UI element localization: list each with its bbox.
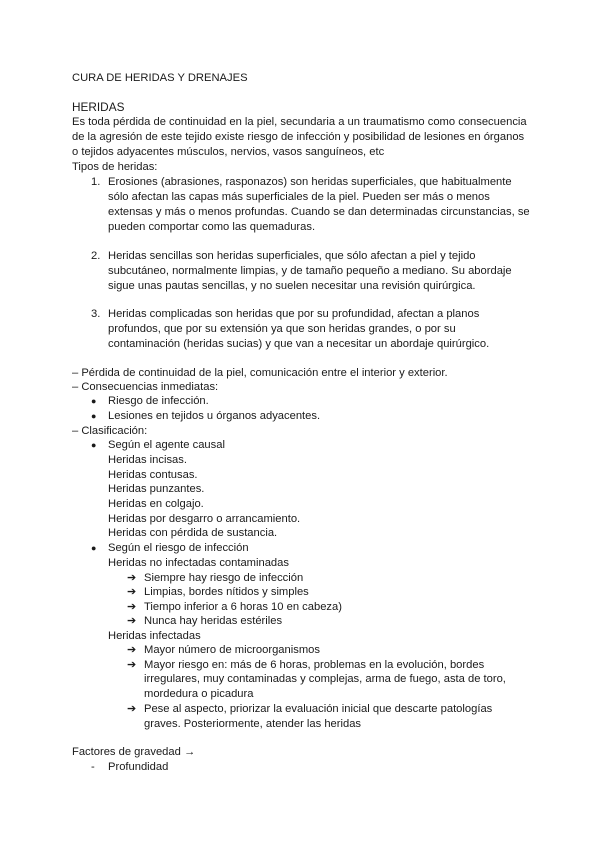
dash-line-perdida: – Pérdida de continuidad de la piel, comunicación entre el interior y exterior. xyxy=(72,367,448,379)
dash-marker: - xyxy=(91,761,95,773)
arrow-item: Siempre hay riesgo de infección xyxy=(144,572,304,584)
bullet-icon: ● xyxy=(91,411,97,421)
arrow-icon: ➔ xyxy=(127,659,137,671)
list-item-line: subcutáneo, normalmente limpias, y de tamaño pequeño a mediano. Su abordaje xyxy=(108,265,512,277)
list-number: 3. xyxy=(91,308,101,320)
agente-label: Según el agente causal xyxy=(108,439,225,451)
arrow-icon: ➔ xyxy=(127,586,137,598)
intro-line: de la agresión de este tejido existe riesgo de infección y posibilidad de lesiones en órganos xyxy=(72,131,525,143)
agente-item: Heridas contusas. xyxy=(108,469,198,481)
bullet-icon: ● xyxy=(91,440,97,450)
agente-item: Heridas en colgajo. xyxy=(108,498,204,510)
arrow-item-line: Mayor riesgo en: más de 6 horas, problemas en la evolución, bordes xyxy=(144,659,485,671)
list-number: 2. xyxy=(91,250,101,262)
arrow-item: Nunca hay heridas estériles xyxy=(144,615,283,627)
intro-line: Es toda pérdida de continuidad en la piel, secundaria a un traumatismo como consecuencia xyxy=(72,116,527,128)
list-item-line: contaminación (heridas sucias) y que van a necesitar un abordaje quirúrgico. xyxy=(108,338,490,350)
factores-item: Profundidad xyxy=(108,761,169,773)
list-item-line: Erosiones (abrasiones, rasponazos) son heridas superficiales, que habitualmente xyxy=(108,176,512,188)
bullet-item: Lesiones en tejidos u órganos adyacentes. xyxy=(108,410,321,422)
list-item-line: pueden comportar como las quemaduras. xyxy=(108,221,316,233)
agente-item: Heridas punzantes. xyxy=(108,483,205,495)
bullet-item: Riesgo de infección. xyxy=(108,395,209,407)
bullet-icon: ● xyxy=(91,543,97,553)
agente-item: Heridas por desgarro o arrancamiento. xyxy=(108,513,301,525)
riesgo-label: Según el riesgo de infección xyxy=(108,542,249,554)
arrow-icon: ➔ xyxy=(127,615,137,627)
arrow-item: Tiempo inferior a 6 horas 10 en cabeza) xyxy=(144,601,342,613)
arrow-icon: ➔ xyxy=(127,572,137,584)
list-item-line: Heridas complicadas son heridas que por su profundidad, afectan a planos xyxy=(108,308,480,320)
agente-item: Heridas con pérdida de sustancia. xyxy=(108,527,278,539)
list-item-line: profundos, que por su extensión ya que son heridas grandes, o por su xyxy=(108,323,456,335)
list-item-line: sólo afectan las capas más superficiales de la piel. Pueden ser más o menos xyxy=(108,191,490,203)
list-item-line: Heridas sencillas son heridas superficiales, que sólo afectan a piel y tejido xyxy=(108,250,476,262)
list-number: 1. xyxy=(91,176,101,188)
dash-line-consecuencias: – Consecuencias inmediatas: xyxy=(72,381,219,393)
arrow-icon: ➔ xyxy=(127,644,137,656)
arrow-item-line: Pese al aspecto, priorizar la evaluación inicial que descarte patologías xyxy=(144,703,493,715)
arrow-item: Mayor número de microorganismos xyxy=(144,644,320,656)
intro-line: o tejidos adyacentes músculos, nervios, vasos sanguíneos, etc xyxy=(72,146,385,158)
list-item-line: sigue unas pautas sencillas, y no suelen necesitar una revisión quirúrgica. xyxy=(108,280,476,292)
arrow-icon: ➔ xyxy=(127,703,137,715)
arrow-icon: ➔ xyxy=(127,601,137,613)
dash-line-clasificacion: – Clasificación: xyxy=(72,425,148,437)
agente-item: Heridas incisas. xyxy=(108,454,187,466)
arrow-item: Limpias, bordes nítidos y simples xyxy=(144,586,309,598)
arrow-item-line: mordedura o picadura xyxy=(144,688,254,700)
section-heading: HERIDAS xyxy=(72,100,125,114)
no-infectadas-label: Heridas no infectadas contaminadas xyxy=(108,557,289,569)
arrow-item-line: graves. Posteriormente, atender las heridas xyxy=(144,718,362,730)
types-label: Tipos de heridas: xyxy=(72,161,158,173)
infectadas-label: Heridas infectadas xyxy=(108,630,201,642)
document-title: CURA DE HERIDAS Y DRENAJES xyxy=(72,72,248,84)
factores-label: Factores de gravedad → xyxy=(72,746,196,758)
arrow-item-line: irregulares, muy contaminadas y complejas, arma de fuego, asta de toro, xyxy=(144,673,506,685)
bullet-icon: ● xyxy=(91,396,97,406)
list-item-line: extensas y más o menos profundas. Cuando se dan determinadas circunstancias, se xyxy=(108,206,530,218)
